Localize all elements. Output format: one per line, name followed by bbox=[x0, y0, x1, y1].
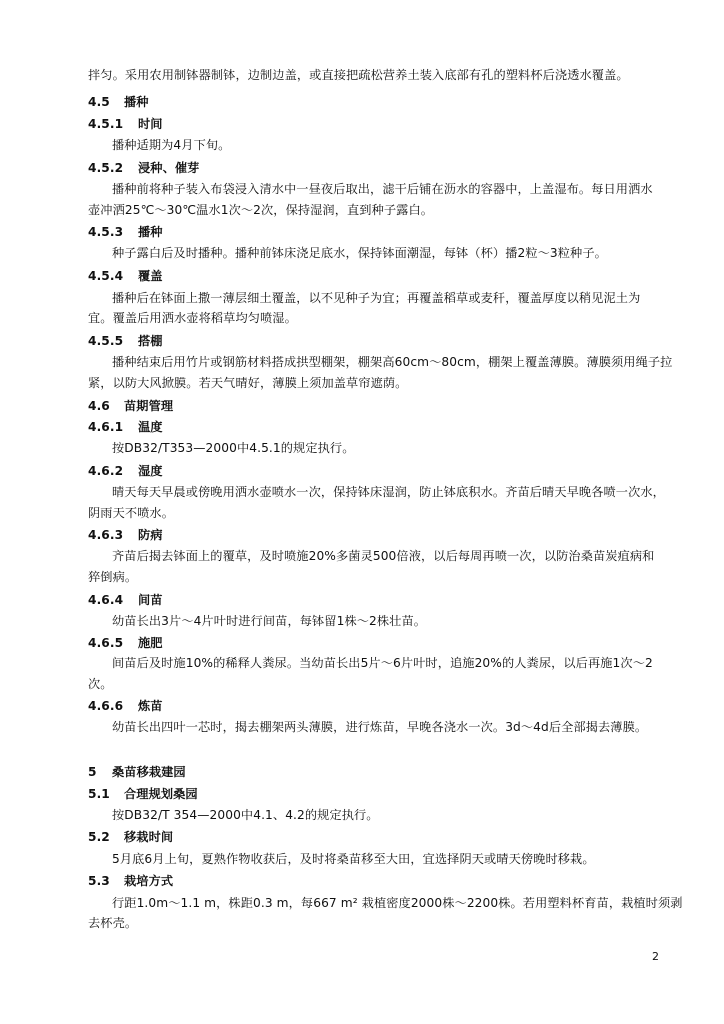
section-heading bbox=[88, 268, 688, 284]
section-title: 苗期管理 bbox=[124, 399, 174, 413]
section-title: 合理规划桑园 bbox=[124, 787, 198, 801]
paragraph-line: 间苗后及时施10%的稀释人粪尿。当幼苗长出5片～6片叶时，追施20%的人粪尿，以后再施1次～2 bbox=[112, 656, 653, 670]
section-title: 湿度 bbox=[138, 464, 163, 478]
section-heading bbox=[88, 419, 688, 435]
section-heading bbox=[88, 527, 688, 543]
paragraph-line: 齐苗后揭去钵面上的覆草，及时喷施20%多菌灵500倍液，以后每周再喷一次，以防治桑苗炭疽病和 bbox=[112, 549, 655, 563]
section-title: 播种 bbox=[138, 225, 163, 239]
section-title: 桑苗移栽建园 bbox=[112, 765, 186, 779]
section-title: 施肥 bbox=[138, 636, 163, 650]
section-title: 浸种、催芽 bbox=[138, 161, 200, 175]
section-title: 温度 bbox=[138, 420, 163, 434]
section-number: 4.6 bbox=[88, 399, 110, 413]
section-heading bbox=[88, 592, 688, 608]
section-title: 覆盖 bbox=[138, 269, 163, 283]
section-title: 栽培方式 bbox=[124, 874, 174, 888]
section-title: 搭棚 bbox=[138, 334, 163, 348]
paragraph-line: 按DB32/T353—2000中4.5.1的规定执行。 bbox=[112, 441, 355, 455]
section-heading bbox=[88, 764, 688, 780]
section-number: 4.5.4 bbox=[88, 269, 124, 283]
paragraph-line: 播种适期为4月下旬。 bbox=[112, 138, 231, 152]
section-number: 4.6.5 bbox=[88, 636, 124, 650]
section-number: 4.6.1 bbox=[88, 420, 124, 434]
section-number: 4.5 bbox=[88, 95, 110, 109]
paragraph-line: 5月底6月上旬，夏熟作物收获后，及时将桑苗移至大田，宜选择阴天或晴天傍晚时移栽。 bbox=[112, 852, 595, 866]
section-heading bbox=[88, 224, 688, 240]
section-number: 5.2 bbox=[88, 830, 110, 844]
section-title: 间苗 bbox=[138, 593, 163, 607]
section-heading bbox=[88, 829, 688, 845]
section-heading bbox=[88, 463, 688, 479]
paragraph-line: 拌匀。采用农用制钵器制钵，边制边盖，或直接把疏松营养土装入底部有孔的塑料杯后浇透水覆盖。 bbox=[88, 68, 629, 82]
section-number: 4.6.6 bbox=[88, 699, 124, 713]
section-heading bbox=[88, 398, 688, 414]
section-title: 播种 bbox=[124, 95, 149, 109]
section-title: 时间 bbox=[138, 117, 163, 131]
section-heading bbox=[88, 116, 688, 132]
section-number: 4.5.1 bbox=[88, 117, 124, 131]
section-heading bbox=[88, 160, 688, 176]
paragraph-line: 宜。覆盖后用洒水壶将稻草均匀喷湿。 bbox=[88, 311, 297, 325]
section-title: 防病 bbox=[138, 528, 163, 542]
section-heading bbox=[88, 333, 688, 349]
section-number: 4.6.3 bbox=[88, 528, 124, 542]
paragraph-line: 幼苗长出四叶一芯时，揭去棚架两头薄膜，进行炼苗，早晚各浇水一次。3d～4d后全部揭去薄膜。 bbox=[112, 720, 648, 734]
section-number: 5.3 bbox=[88, 874, 110, 888]
paragraph-line: 行距1.0m～1.1 m，株距0.3 m，每667 m² 栽植密度2000株～2200株。若用塑料杯育苗，栽植时须剥 bbox=[112, 896, 683, 910]
paragraph-line: 按DB32/T 354—2000中4.1、4.2的规定执行。 bbox=[112, 808, 379, 822]
section-number: 4.5.2 bbox=[88, 161, 124, 175]
paragraph-line: 去杯壳。 bbox=[88, 916, 138, 930]
paragraph-line: 紧，以防大风掀膜。若天气晴好，薄膜上须加盖草帘遮荫。 bbox=[88, 376, 408, 390]
section-number: 4.6.4 bbox=[88, 593, 124, 607]
paragraph-line: 播种结束后用竹片或钢筋材料搭成拱型棚架，棚架高60cm～80cm，棚架上覆盖薄膜。薄膜须用绳子拉 bbox=[112, 355, 673, 369]
paragraph-line: 阴雨天不喷水。 bbox=[88, 506, 175, 520]
paragraph-line: 播种前将种子装入布袋浸入清水中一昼夜后取出，滤干后铺在沥水的容器中，上盖湿布。每日用洒水 bbox=[112, 182, 653, 196]
section-heading bbox=[88, 873, 688, 889]
paragraph-line: 猝倒病。 bbox=[88, 570, 138, 584]
paragraph-line: 晴天每天早晨或傍晚用洒水壶喷水一次，保持钵床湿润，防止钵底积水。齐苗后晴天早晚各喷一次水， bbox=[112, 485, 665, 499]
section-heading bbox=[88, 698, 688, 714]
section-title: 炼苗 bbox=[138, 699, 163, 713]
section-number: 5.1 bbox=[88, 787, 110, 801]
paragraph-line: 壶冲洒25℃～30℃温水1次～2次，保持湿润，直到种子露白。 bbox=[88, 203, 434, 217]
section-number: 4.5.5 bbox=[88, 334, 124, 348]
paragraph-line: 次。 bbox=[88, 677, 113, 691]
page-number: 2 bbox=[652, 950, 659, 963]
section-number: 4.6.2 bbox=[88, 464, 124, 478]
section-number: 4.5.3 bbox=[88, 225, 124, 239]
section-title: 移栽时间 bbox=[124, 830, 174, 844]
paragraph-line: 种子露白后及时播种。播种前钵床浇足底水，保持钵面潮湿，每钵（杯）播2粒～3粒种子。 bbox=[112, 246, 607, 260]
section-heading bbox=[88, 635, 688, 651]
section-number: 5 bbox=[88, 765, 97, 779]
section-heading bbox=[88, 786, 688, 802]
section-heading bbox=[88, 94, 688, 110]
paragraph-line: 播种后在钵面上撒一薄层细土覆盖，以不见种子为宜；再覆盖稻草或麦秆，覆盖厚度以稍见泥土为 bbox=[112, 291, 641, 305]
paragraph-line: 幼苗长出3片～4片叶时进行间苗，每钵留1株～2株壮苗。 bbox=[112, 614, 427, 628]
